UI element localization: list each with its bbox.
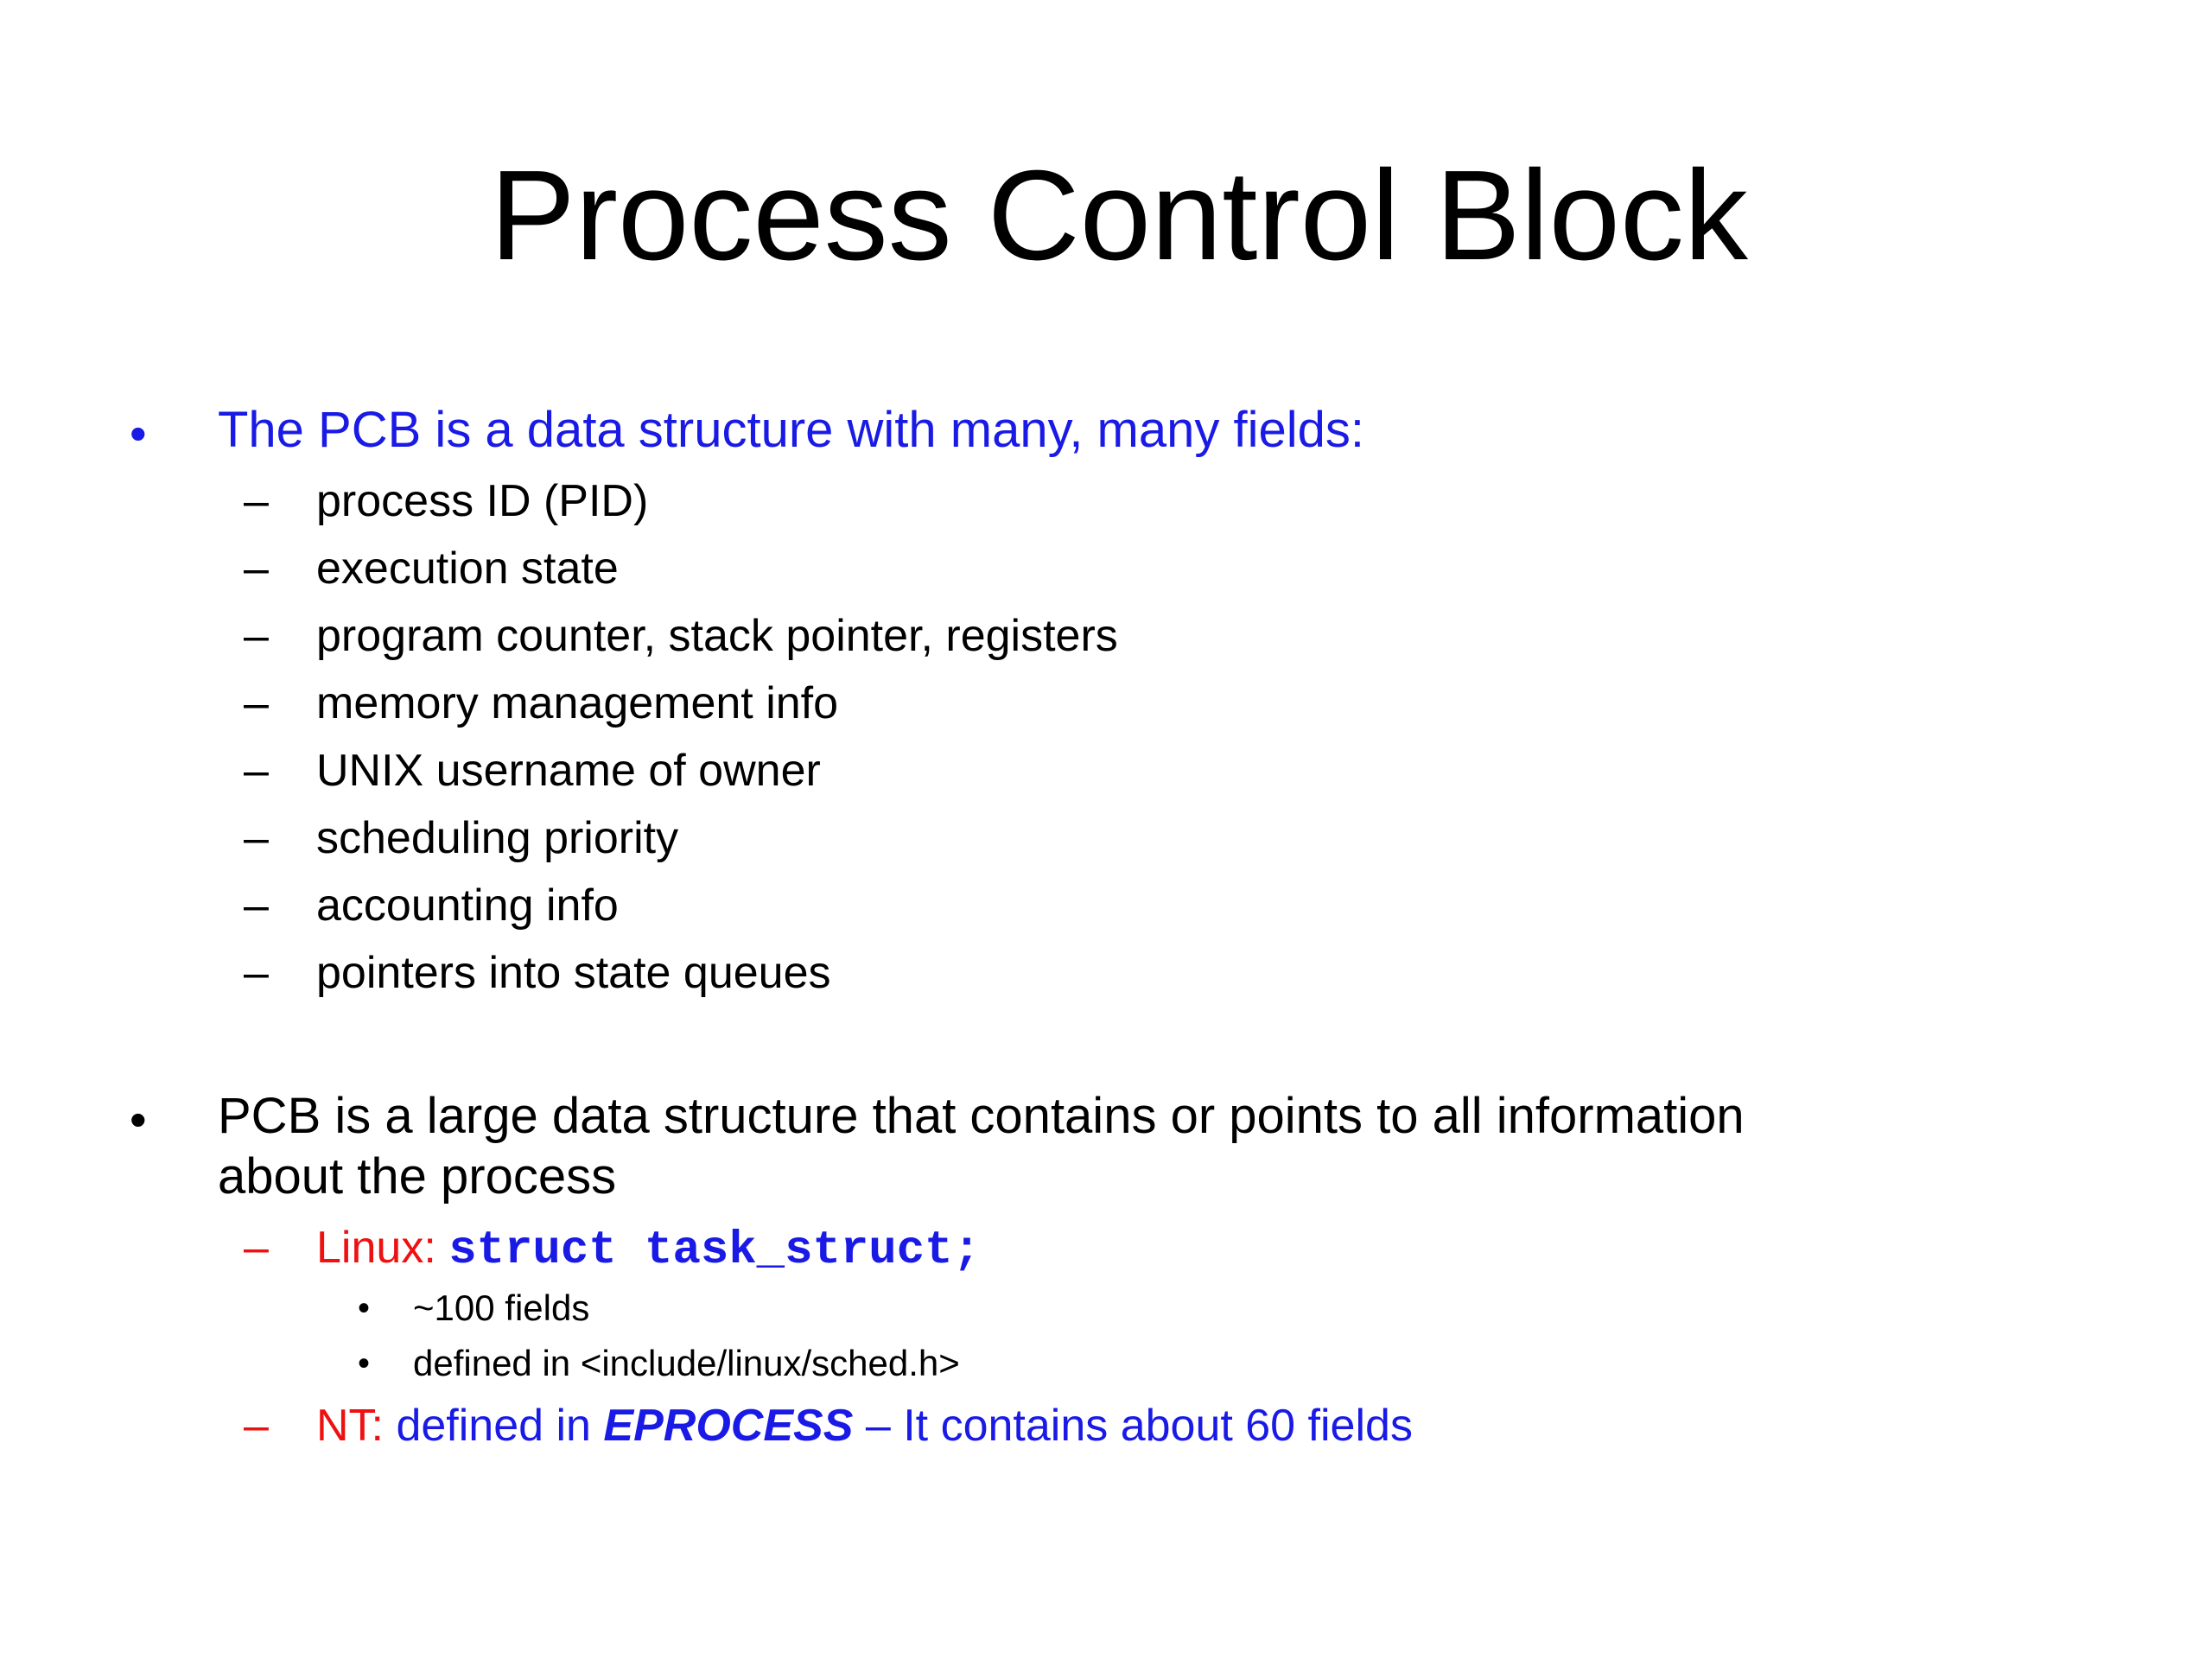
dash-marker: – — [244, 813, 269, 863]
linux-struct-code: struct task_struct; — [448, 1224, 981, 1277]
dash-marker: – — [244, 746, 269, 796]
linux-item-text — [316, 1213, 981, 1286]
dash-marker: – — [244, 611, 269, 661]
nt-label: NT: — [316, 1401, 397, 1451]
list-item-text: pointers into state queues — [316, 948, 831, 998]
sub-bullet-marker: • — [358, 1289, 371, 1327]
linux-subitem-text: defined in <include/linux/sched.h> — [413, 1343, 960, 1383]
dash-marker: – — [244, 543, 269, 594]
linux-subitem-text: ~100 fields — [413, 1287, 590, 1328]
slide-title: Process Control Block — [490, 144, 1748, 287]
dash-marker: – — [244, 880, 269, 931]
list-item-text: process ID (PID) — [316, 476, 649, 526]
list-item-text: execution state — [316, 543, 619, 594]
bullet-marker: • — [130, 406, 147, 461]
linux-label: Linux: — [316, 1223, 449, 1273]
dash-marker: – — [244, 1401, 269, 1451]
nt-eprocess: EPROCESS — [603, 1401, 854, 1451]
nt-prefix: defined in — [396, 1401, 604, 1451]
dash-marker: – — [244, 1223, 269, 1273]
nt-suffix: – It contains about 60 fields — [853, 1401, 1413, 1451]
dash-marker: – — [244, 678, 269, 728]
list-item-text: scheduling priority — [316, 813, 679, 863]
nt-item-text — [316, 1391, 1413, 1460]
bullet-2-line-2: about the process — [218, 1148, 617, 1205]
list-item-text: program counter, stack pointer, registers — [316, 611, 1118, 661]
list-item-text: accounting info — [316, 880, 619, 931]
bullet-2-line-1: PCB is a large data structure that contains or points to all information — [218, 1088, 1745, 1144]
bullet-marker: • — [130, 1092, 147, 1147]
bullet-1-text: The PCB is a data structure with many, many fields: — [218, 402, 1365, 458]
list-item-text: memory management info — [316, 678, 839, 728]
dash-marker: – — [244, 948, 269, 998]
dash-marker: – — [244, 476, 269, 526]
sub-bullet-marker: • — [358, 1344, 371, 1382]
list-item-text: UNIX username of owner — [316, 746, 821, 796]
